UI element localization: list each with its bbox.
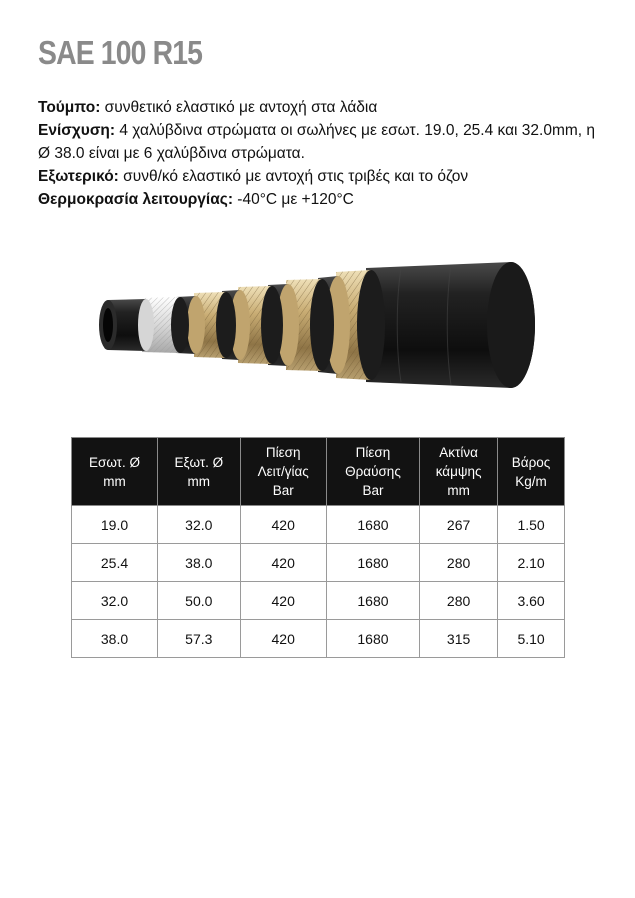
table-cell: 280 bbox=[420, 582, 498, 620]
header-line: Bar bbox=[272, 483, 294, 498]
header-burst-pressure bbox=[326, 438, 419, 506]
spec-label: Τούμπο: bbox=[38, 99, 101, 116]
header-line: Kg/m bbox=[515, 473, 547, 489]
table-cell: 50.0 bbox=[158, 582, 241, 620]
table-row bbox=[72, 620, 565, 658]
header-line: Θραύσης bbox=[345, 464, 401, 479]
table-cell: 420 bbox=[240, 506, 326, 544]
table-cell: 2.10 bbox=[498, 544, 565, 582]
spec-reinforcement bbox=[38, 119, 598, 165]
page-title: SAE 100 R15 bbox=[38, 34, 203, 71]
table-cell: 3.60 bbox=[498, 582, 565, 620]
header-line: mm bbox=[187, 473, 211, 489]
hose-cutaway-image bbox=[96, 240, 546, 400]
header-line: Λειτ/γίας bbox=[257, 464, 309, 479]
table-cell: 25.4 bbox=[72, 544, 158, 582]
table-cell: 38.0 bbox=[158, 544, 241, 582]
header-line: Εξωτ. Ø bbox=[174, 454, 224, 470]
spec-cover bbox=[38, 165, 598, 188]
header-line: Βάρος bbox=[511, 454, 551, 470]
table-row bbox=[72, 582, 565, 620]
table-cell: 1680 bbox=[326, 582, 419, 620]
table-cell: 32.0 bbox=[72, 582, 158, 620]
header-line: Πίεση bbox=[355, 445, 391, 460]
header-working-pressure bbox=[240, 438, 326, 506]
header-line: Εσωτ. Ø bbox=[89, 454, 141, 470]
table-cell: 280 bbox=[420, 544, 498, 582]
table-row bbox=[72, 544, 565, 582]
spec-label: Ενίσχυση: bbox=[38, 122, 116, 139]
table-cell: 5.10 bbox=[498, 620, 565, 658]
table-cell: 32.0 bbox=[158, 506, 241, 544]
header-line: mm bbox=[103, 473, 126, 489]
header-line: Πίεση bbox=[265, 445, 301, 460]
header-weight bbox=[498, 438, 565, 506]
table-row bbox=[72, 506, 565, 544]
table-cell: 57.3 bbox=[158, 620, 241, 658]
table-cell: 420 bbox=[240, 582, 326, 620]
header-inner-diameter bbox=[72, 438, 158, 506]
table-header-row bbox=[72, 438, 565, 506]
table-cell: 38.0 bbox=[72, 620, 158, 658]
table-cell: 1680 bbox=[326, 506, 419, 544]
spec-text: συνθ/κό ελαστικό με αντοχή στις τριβές και το όζον bbox=[118, 168, 469, 185]
spec-list bbox=[38, 96, 598, 211]
header-bend-radius bbox=[420, 438, 498, 506]
spec-label: Εξωτερικό: bbox=[38, 168, 119, 185]
table-cell: 1680 bbox=[326, 620, 419, 658]
specifications-table bbox=[71, 437, 565, 658]
table-cell: 420 bbox=[240, 544, 326, 582]
header-line: κάμψης bbox=[435, 464, 482, 479]
spec-text: -40°C με +120°C bbox=[232, 191, 354, 208]
spec-label: Θερμοκρασία λειτουργίας: bbox=[38, 191, 233, 208]
spec-text: συνθετικό ελαστικό με αντοχή στα λάδια bbox=[100, 99, 378, 116]
table-cell: 19.0 bbox=[72, 506, 158, 544]
table-cell: 267 bbox=[420, 506, 498, 544]
spec-temperature bbox=[38, 188, 598, 211]
spec-text: 4 χαλύβδινα στρώματα οι σωλήνες με εσωτ. 19.0, 25.4 και 32.0mm, η Ø 38.0 είναι με 6 χαλύβδινα στρώματα. bbox=[38, 122, 596, 162]
table-cell: 1680 bbox=[326, 544, 419, 582]
spec-tube bbox=[38, 96, 598, 119]
header-line: Bar bbox=[362, 483, 384, 498]
table-cell: 1.50 bbox=[498, 506, 565, 544]
table-cell: 315 bbox=[420, 620, 498, 658]
table-cell: 420 bbox=[240, 620, 326, 658]
header-line: Ακτίνα bbox=[439, 445, 478, 460]
header-outer-diameter bbox=[158, 438, 241, 506]
header-line: mm bbox=[447, 483, 470, 498]
